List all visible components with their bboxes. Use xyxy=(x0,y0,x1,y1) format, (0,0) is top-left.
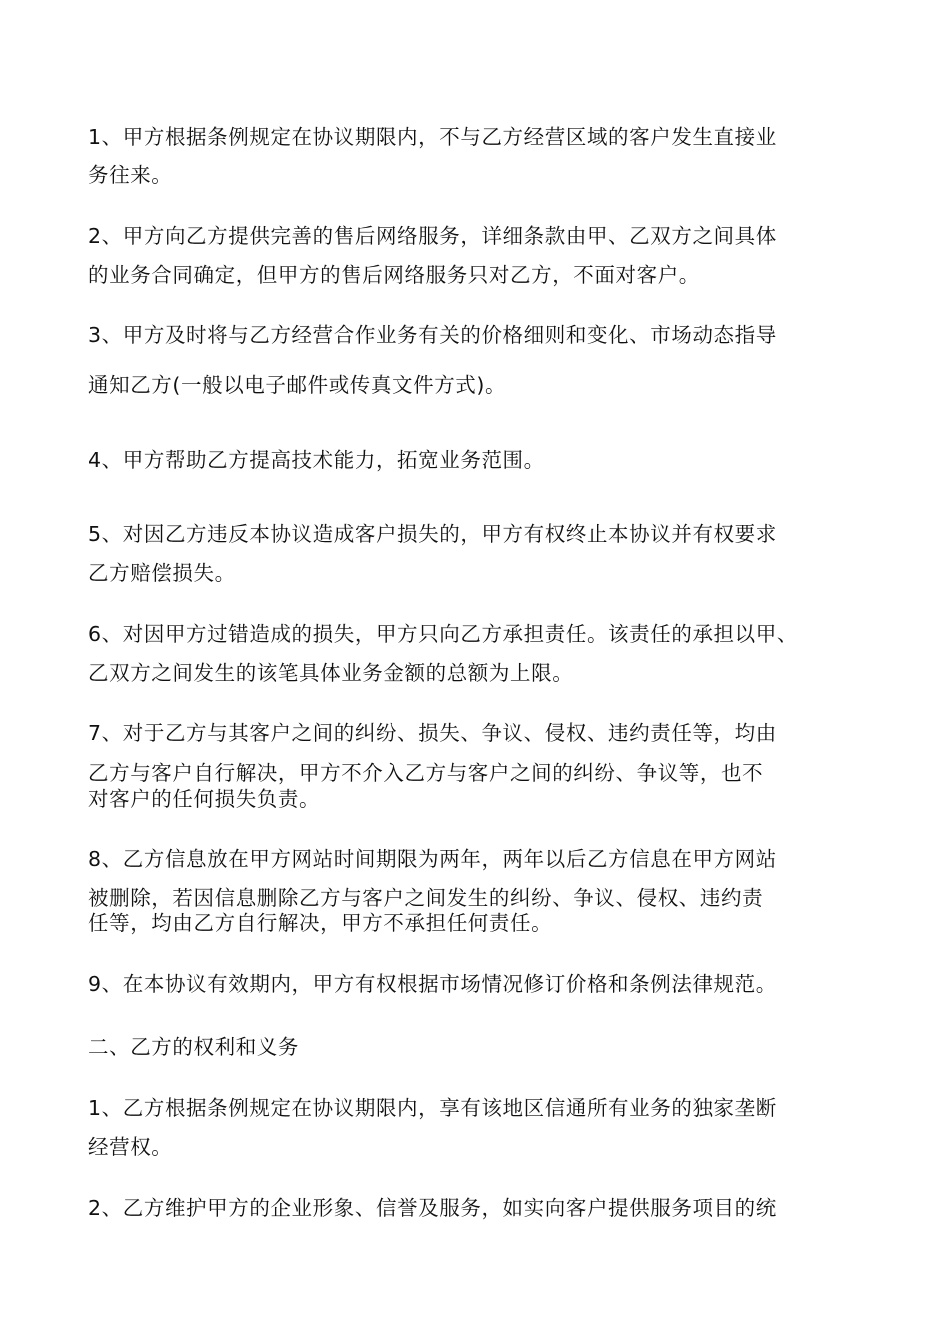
clause-b1-line-2: 经营权。 xyxy=(88,1135,173,1159)
clause-a3-line-1: 3、甲方及时将与乙方经营合作业务有关的价格细则和变化、市场动态指导 xyxy=(88,323,777,347)
clause-a8-line-2: 被删除，若因信息删除乙方与客户之间发生的纠纷、争议、侵权、违约责 xyxy=(88,886,764,910)
clause-a8-line-1: 8、乙方信息放在甲方网站时间期限为两年，两年以后乙方信息在甲方网站 xyxy=(88,847,777,871)
clause-b2-line-1: 2、乙方维护甲方的企业形象、信誉及服务，如实向客户提供服务项目的统 xyxy=(88,1196,777,1220)
clause-a5-line-2: 乙方赔偿损失。 xyxy=(88,561,236,585)
clause-a7-line-3: 对客户的任何损失负责。 xyxy=(88,787,321,811)
clause-a8-line-3: 任等，均由乙方自行解决，甲方不承担任何责任。 xyxy=(88,911,553,935)
clause-a1-line-1: 1、甲方根据条例规定在协议期限内，不与乙方经营区域的客户发生直接业 xyxy=(88,125,777,149)
clause-a9-line-1: 9、在本协议有效期内，甲方有权根据市场情况修订价格和条例法律规范。 xyxy=(88,972,777,996)
clause-a4-line-1: 4、甲方帮助乙方提高技术能力，拓宽业务范围。 xyxy=(88,448,545,472)
clause-a7-line-2: 乙方与客户自行解决，甲方不介入乙方与客户之间的纠纷、争议等，也不 xyxy=(88,761,764,785)
clause-a1-line-2: 务往来。 xyxy=(88,163,173,187)
clause-a2-line-1: 2、甲方向乙方提供完善的售后网络服务，详细条款由甲、乙双方之间具体 xyxy=(88,224,777,248)
clause-a5-line-1: 5、对因乙方违反本协议造成客户损失的，甲方有权终止本协议并有权要求 xyxy=(88,522,777,546)
clause-a2-line-2: 的业务合同确定，但甲方的售后网络服务只对乙方，不面对客户。 xyxy=(88,263,700,287)
clause-b1-line-1: 1、乙方根据条例规定在协议期限内，享有该地区信通所有业务的独家垄断 xyxy=(88,1096,777,1120)
section-heading-party-b: 二、乙方的权利和义务 xyxy=(88,1035,299,1059)
clause-a3-line-2: 通知乙方(一般以电子邮件或传真文件方式)。 xyxy=(88,373,507,397)
clause-a6-line-2: 乙双方之间发生的该笔具体业务金额的总额为上限。 xyxy=(88,661,574,685)
clause-a6-line-1: 6、对因甲方过错造成的损失，甲方只向乙方承担责任。该责任的承担以甲、 xyxy=(88,622,798,646)
clause-a7-line-1: 7、对于乙方与其客户之间的纠纷、损失、争议、侵权、违约责任等，均由 xyxy=(88,721,777,745)
